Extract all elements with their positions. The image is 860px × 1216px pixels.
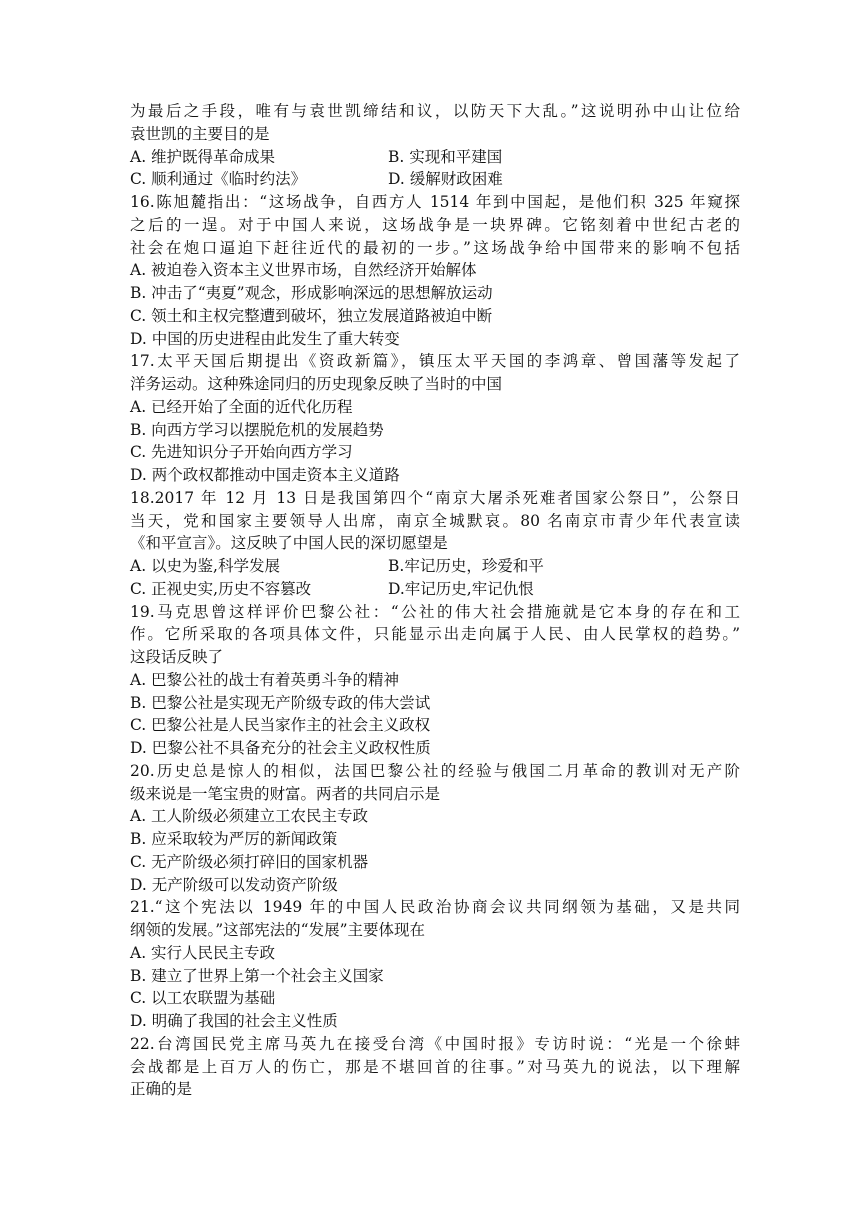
question-15 — [130, 100, 740, 191]
option-c: C. 顺利通过《临时约法》 — [130, 170, 307, 189]
option-c: C. 先进知识分子开始向西方学习 — [130, 443, 353, 462]
options-row — [130, 578, 740, 601]
question-16 — [130, 191, 740, 350]
question-text-line: 袁世凯的主要目的是 — [130, 124, 270, 143]
question-text-line: 16.陈旭麓指出：“这场战争，自西方人 1514 年到中国起，是他们积 325 年窥探 — [130, 193, 740, 211]
question-22 — [130, 1033, 740, 1101]
option-b: B. 向西方学习以摆脱危机的发展趋势 — [130, 420, 384, 439]
question-text-line: 这段话反映了 — [130, 648, 224, 666]
question-text-line: 会战都是上百万人的伤亡，那是不堪回首的往事。”对马英九的说法，以下理解 — [130, 1057, 740, 1076]
option-b: B. 巴黎公社是实现无产阶级专政的伟大尝试 — [130, 693, 431, 712]
question-text-line: 17.太平天国后期提出《资政新篇》，镇压太平天国的李鸿章、曾国藩等发起了 — [130, 352, 740, 371]
options-row — [130, 146, 740, 169]
question-text-line: 为最后之手段，唯有与袁世凯缔结和议，以防天下大乱。”这说明孙中山让位给 — [130, 102, 740, 120]
option-a: A. 巴黎公社的战士有着英勇斗争的精神 — [130, 670, 400, 689]
option-b: B. 应采取较为严厉的新闻政策 — [130, 830, 338, 848]
option-a: A. 以史为鉴,科学发展 — [130, 557, 280, 575]
options-row — [130, 168, 740, 191]
option-b: B. 冲击了“夷夏”观念，形成影响深远的思想解放运动 — [130, 284, 493, 302]
question-text-line: 21.“这个宪法以 1949 年的中国人民政治协商会议共同纲领为基础，又是共同 — [130, 898, 740, 917]
option-c: C. 领土和主权完整遭到破坏，独立发展道路被迫中断 — [130, 306, 493, 325]
option-d: D. 明确了我国的社会主义性质 — [130, 1012, 338, 1030]
option-c: C. 无产阶级必须打碎旧的国家机器 — [130, 852, 369, 871]
option-b: B. 实现和平建国 — [388, 147, 503, 166]
option-d: D. 巴黎公社不具备充分的社会主义政权性质 — [130, 739, 431, 757]
option-d: D. 缓解财政困难 — [388, 170, 503, 189]
option-d: D.牢记历史,牢记仇恨 — [388, 579, 534, 598]
option-c: C. 以工农联盟为基础 — [130, 989, 276, 1008]
question-text-line: 作。它所采取的各项具体文件，只能显示出走向属于人民、由人民掌权的趋势。” — [130, 625, 740, 644]
question-text-line: 22.台湾国民党主席马英九在接受台湾《中国时报》专访时说：“光是一个徐蚌 — [130, 1034, 740, 1053]
question-text-line: 社会在炮口逼迫下赶往近代的最初的一步。”这场战争给中国带来的影响不包括 — [130, 238, 740, 257]
question-text-line: 洋务运动。这种殊途同归的历史现象反映了当时的中国 — [130, 375, 503, 393]
question-text-line: 19.马克思曾这样评价巴黎公社：“公社的伟大社会措施就是它本身的存在和工 — [130, 602, 740, 621]
option-d: D. 无产阶级可以发动资产阶级 — [130, 875, 338, 894]
option-a: A. 已经开始了全面的近代化历程 — [130, 397, 353, 416]
option-c: C. 巴黎公社是人民当家作主的社会主义政权 — [130, 716, 431, 735]
option-a: A. 实行人民民主专政 — [130, 943, 276, 962]
options-row — [130, 555, 740, 578]
option-b: B. 建立了世界上第一个社会主义国家 — [130, 966, 384, 985]
question-text-line: 当天，党和国家主要领导人出席，南京全城默哀。80 名南京市青少年代表宣读 — [130, 511, 740, 530]
question-text-line: 之后的一逞。对于中国人来说，这场战争是一块界碑。它铭刻着中世纪古老的 — [130, 215, 740, 234]
question-20 — [130, 760, 740, 897]
option-a: A. 被迫卷入资本主义世界市场，自然经济开始解体 — [130, 261, 477, 280]
option-d: D. 中国的历史进程由此发生了重大转变 — [130, 329, 400, 348]
question-text-line: 20.历史总是惊人的相似，法国巴黎公社的经验与俄国二月革命的教训对无产阶 — [130, 761, 740, 780]
question-19 — [130, 601, 740, 760]
option-d: D. 两个政权都推动中国走资本主义道路 — [130, 466, 400, 484]
question-text-line: 正确的是 — [130, 1080, 193, 1099]
question-text-line: 18.2017 年 12 月 13 日是我国第四个“南京大屠杀死难者国家公祭日”，公祭日 — [130, 488, 740, 507]
question-18 — [130, 487, 740, 601]
option-b: B.牢记历史，珍爱和平 — [388, 557, 544, 575]
option-c: C. 正视史实,历史不容篡改 — [130, 579, 312, 598]
question-text-line: 纲领的发展。”这部宪法的“发展”主要体现在 — [130, 921, 426, 939]
option-a: A. 维护既得革命成果 — [130, 147, 276, 166]
question-17 — [130, 350, 740, 487]
question-text-line: 《和平宣言》。这反映了中国人民的深切愿望是 — [130, 534, 448, 553]
exam-page — [130, 100, 740, 1101]
question-21 — [130, 896, 740, 1033]
option-a: A. 工人阶级必须建立工农民主专政 — [130, 807, 369, 826]
question-text-line: 级来说是一笔宝贵的财富。两者的共同启示是 — [130, 784, 441, 803]
